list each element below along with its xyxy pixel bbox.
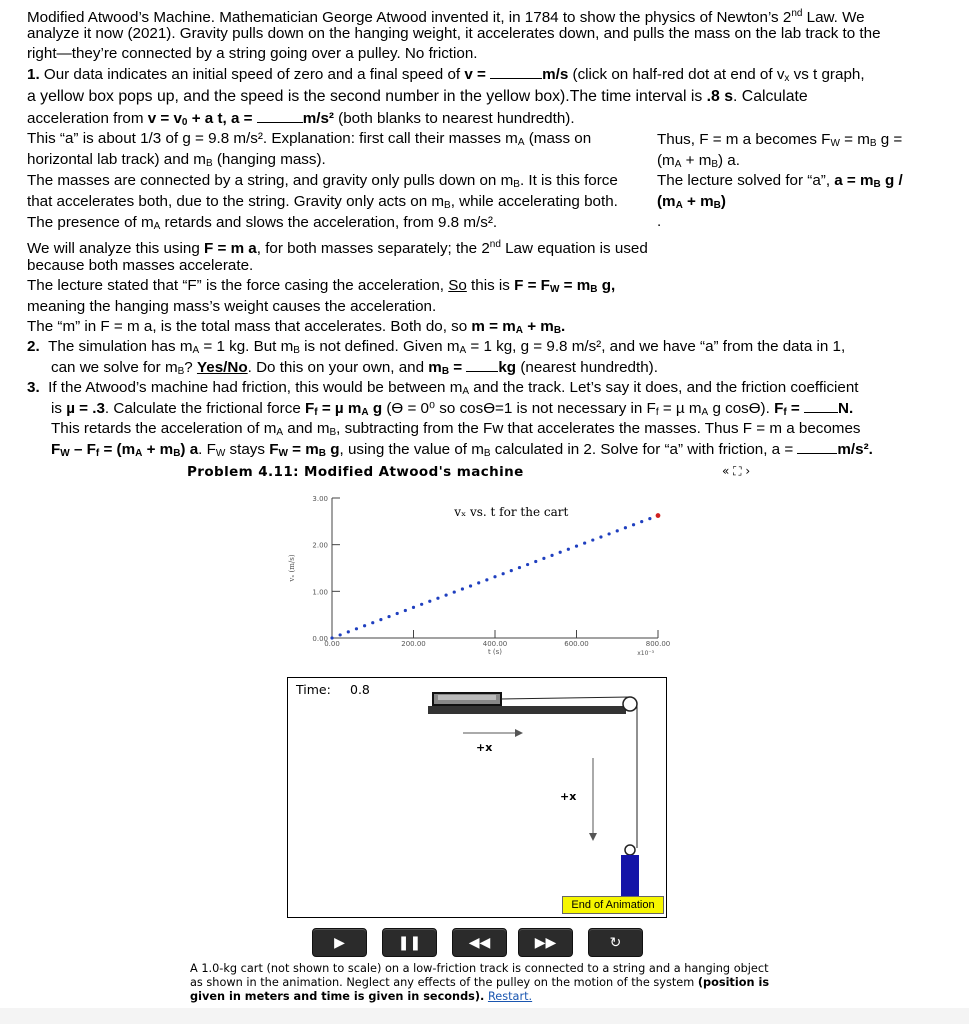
- data-point: [445, 594, 448, 597]
- data-point: [371, 621, 374, 624]
- y-axis-label: vₓ (m/s): [288, 554, 296, 582]
- text-line: because both masses accelerate.: [27, 257, 254, 274]
- lab-track: [428, 706, 626, 714]
- text-line: a yellow box pops up, and the speed is the second number in the yellow box).The time interval is .8 s. Calculate: [27, 88, 808, 105]
- x-axis-label: t (s): [487, 648, 503, 656]
- data-point: [428, 600, 431, 603]
- data-point: [461, 587, 464, 590]
- pulley: [623, 697, 637, 711]
- data-point: [412, 606, 415, 609]
- animation-panel: [287, 677, 667, 918]
- right-note: Thus, F = m a becomes $F_W = m_B$ g =: [657, 131, 903, 149]
- text-line: This “a” is about 1/3 of g = 9.8 m/s². Explanation: first call their masses $m_A$ (mass on: [27, 130, 592, 148]
- data-point: [396, 612, 399, 615]
- right-note: $(m_A + m_B)$: [657, 193, 726, 211]
- data-point: [640, 520, 643, 523]
- data-point: [485, 578, 488, 581]
- y-tick-label: 2.00: [312, 541, 328, 550]
- y-tick-label: 0.00: [312, 635, 328, 643]
- data-point: [477, 581, 480, 584]
- page-bottom-strip: [0, 1008, 969, 1024]
- data-point: [550, 554, 553, 557]
- text-line: Modified Atwood’s Machine. Mathematician George Atwood invented it, in 1784 to show the physics of Newton’s 2nd Law. We: [27, 8, 865, 26]
- question-2: 2. The simulation has $m_A = 1$ kg. But $m_B$ is not defined. Given $m_A = 1$ kg, g = 9.8 m/s², and we have “a” from the data in 1,: [27, 338, 846, 356]
- data-point: [518, 566, 521, 569]
- answer-blank-v[interactable]: [490, 64, 542, 79]
- simulation-caption: A 1.0-kg cart (not shown to scale) on a low-friction track is connected to a string and a hanging object as shown in the animation. Neglect any effects of the pulley on the motion of the system (position is given in meters and time is given in seconds). Restart.: [190, 962, 770, 1003]
- problem-navigation[interactable]: « ⛶ ›: [722, 464, 751, 478]
- data-point: [575, 545, 578, 548]
- text-line: We will analyze this using F = m a, for both masses separately; the 2nd Law equation is used: [27, 239, 648, 257]
- string: [501, 697, 630, 699]
- restart-link[interactable]: Restart.: [487, 990, 533, 1003]
- data-point: [632, 523, 635, 526]
- text-line: The presence of $m_A$ retards and slows the acceleration, from 9.8 m/s².: [27, 214, 498, 232]
- text-line: The lecture stated that “F” is the force casing the acceleration, So this is $F = F_W = m_B$ g,: [27, 277, 616, 295]
- data-point: [559, 551, 562, 554]
- data-point: [379, 618, 382, 621]
- time-label: Time:: [296, 682, 331, 697]
- data-point: [608, 532, 611, 535]
- y-tick-label: 1.00: [312, 588, 328, 597]
- text-line: acceleration from $v = v_0 + a$ t, a = m/s² (both blanks to nearest hundredth).: [27, 110, 575, 128]
- question-1: 1. Our data indicates an initial speed of zero and a final speed of v = m/s (click on half-red dot at end of $v_x$ vs t graph,: [27, 66, 865, 84]
- text-line: horizontal lab track) and $m_B$ (hanging mass).: [27, 151, 326, 169]
- text-line: The masses are connected by a string, and gravity only pulls down on $m_B$. It is this force: [27, 172, 618, 190]
- data-point-end: [656, 513, 661, 518]
- hanging-mass: [621, 855, 639, 899]
- chart-title: vₓ vs. t for the cart: [454, 505, 569, 519]
- data-point: [453, 590, 456, 593]
- data-point: [591, 538, 594, 541]
- question-3: 3. If the Atwood’s machine had friction, this would be between $m_A$ and the track. Let’s say it does, and the friction coefficient: [27, 379, 859, 397]
- right-note: $(m_A + m_B)$ a.: [657, 152, 740, 170]
- question-3-line: $F_W - F_f = (m_A + m_B)$ a. $F_W$ stays $F_W = m_B$ g, using the value of $m_B$ calculated in 2. Solve for “a” with friction, a = m/s².: [51, 441, 873, 459]
- data-point: [363, 624, 366, 627]
- pause-button[interactable]: ❚❚: [382, 928, 437, 957]
- data-point: [510, 569, 513, 572]
- right-note: .: [657, 213, 662, 230]
- data-point: [436, 597, 439, 600]
- data-point: [404, 609, 407, 612]
- answer-blank-mb[interactable]: [466, 357, 498, 372]
- data-point: [542, 557, 545, 560]
- data-point: [583, 541, 586, 544]
- data-point: [387, 615, 390, 618]
- data-point: [526, 563, 529, 566]
- data-point: [469, 584, 472, 587]
- answer-blank-a-friction[interactable]: [797, 439, 837, 454]
- question-3-line: This retards the acceleration of $m_A$ and $m_B$, subtracting from the Fw that accelerates the masses. Thus F = m a becomes: [51, 420, 861, 438]
- text-line: analyze it now (2021). Gravity pulls down on the hanging weight, it accelerates down, and pulls the mass on the lab track to the: [27, 25, 881, 42]
- data-point: [347, 630, 350, 633]
- data-point: [355, 627, 358, 630]
- play-button[interactable]: ▶: [312, 928, 367, 957]
- text-line: that accelerates both, due to the string. Gravity only acts on $m_B$, while accelerating both.: [27, 193, 618, 211]
- data-point: [534, 560, 537, 563]
- data-point: [599, 535, 602, 538]
- data-point: [420, 603, 423, 606]
- data-point: [648, 517, 651, 520]
- x-multiplier-label: x10⁻³: [637, 650, 654, 657]
- time-value: 0.8: [350, 682, 370, 697]
- text-line: meaning the hanging mass’s weight causes the acceleration.: [27, 298, 437, 315]
- data-point: [567, 548, 570, 551]
- answer-blank-a[interactable]: [257, 108, 303, 123]
- reset-button[interactable]: ↻: [588, 928, 643, 957]
- question-3-line: is µ = .3. Calculate the frictional force $F_f = \mu$ $m_A$ g (ϴ = 0⁰ so cosϴ=1 is not necessary in $F_f = \mu$ $m_A$ g cosϴ). $F_f = N$.: [51, 400, 854, 418]
- x-tick-label: 800.00: [645, 640, 671, 648]
- x-axis-label-hanging: +x: [560, 790, 577, 803]
- end-of-animation-indicator: End of Animation: [562, 896, 664, 914]
- step-back-button[interactable]: ◀◀: [452, 928, 507, 957]
- question-2-line: can we solve for $m_B$? Yes/No. Do this on your own, and $m_B$ = kg (nearest hundredth).: [51, 359, 658, 377]
- x-tick-label: 0.00: [324, 640, 340, 648]
- data-point: [502, 572, 505, 575]
- data-point: [339, 633, 342, 636]
- data-point: [616, 529, 619, 532]
- data-point: [493, 575, 496, 578]
- simulation-title: Problem 4.11: Modified Atwood's machine: [187, 464, 524, 480]
- answer-blank-ff[interactable]: [804, 398, 838, 413]
- x-tick-label: 400.00: [482, 640, 508, 648]
- step-forward-button[interactable]: ▶▶: [518, 928, 573, 957]
- right-note: The lecture solved for “a”, $a = m_B$ g /: [657, 172, 903, 190]
- x-tick-label: 200.00: [401, 640, 426, 648]
- data-point: [624, 526, 627, 529]
- text-line: right—they’re connected by a string going over a pulley. No friction.: [27, 45, 478, 62]
- text-line: The “m” in F = m a, is the total mass that accelerates. Both do, so $m = m_A + m_B$.: [27, 318, 566, 336]
- x-tick-label: 600.00: [564, 640, 589, 648]
- vx-vs-t-chart[interactable]: [280, 490, 680, 670]
- x-axis-label-track: +x: [476, 741, 493, 754]
- y-tick-label: 3.00: [312, 495, 328, 503]
- data-point: [330, 636, 333, 639]
